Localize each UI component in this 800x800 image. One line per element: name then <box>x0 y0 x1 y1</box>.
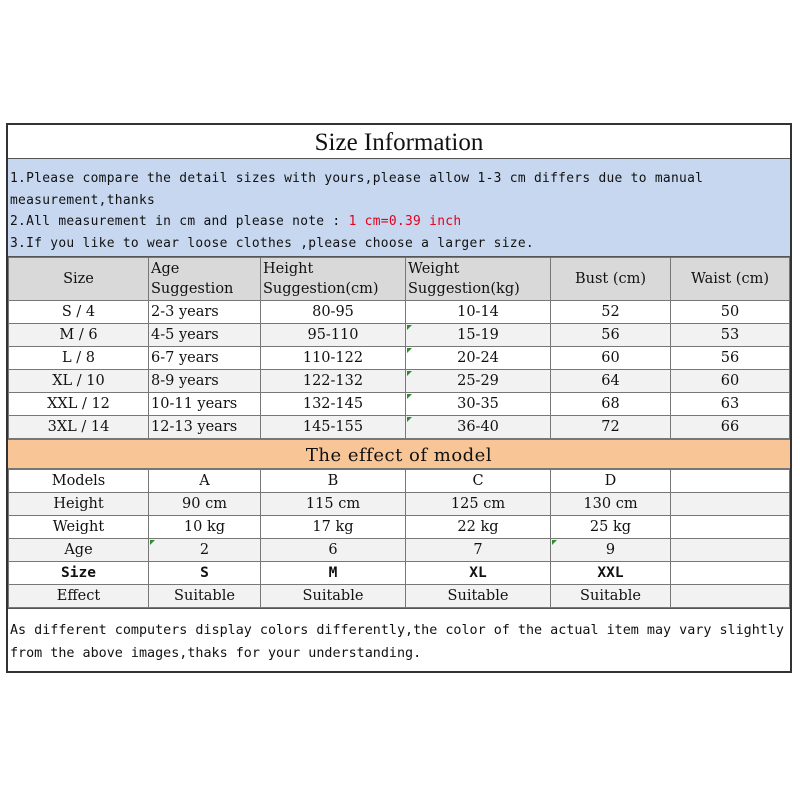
size-table <box>8 257 790 439</box>
header-weight-1: Weight <box>408 261 460 277</box>
cell-height: 132-145 <box>261 393 406 416</box>
cell-model-d: 25 kg <box>551 516 671 539</box>
cell-empty <box>671 539 790 562</box>
table-row <box>9 347 790 370</box>
cell-height: 80-95 <box>261 301 406 324</box>
cell-model-b: 17 kg <box>261 516 406 539</box>
effect-title: The effect of model <box>8 439 790 469</box>
header-age <box>149 258 261 301</box>
cell-age: 6-7 years <box>149 347 261 370</box>
header-weight-2: Suggestion(kg) <box>408 281 520 297</box>
color-disclaimer: As different computers display colors differently,the color of the actual item may vary slightly from the above images,thaks for your understanding. <box>8 608 790 665</box>
cell-weight: 25-29 <box>406 370 551 393</box>
table-row <box>9 416 790 439</box>
table-row <box>9 493 790 516</box>
cell-age: 4-5 years <box>149 324 261 347</box>
table-row <box>9 516 790 539</box>
table-row <box>9 539 790 562</box>
cell-age: 8-9 years <box>149 370 261 393</box>
row-label: Age <box>9 539 149 562</box>
table-row <box>9 585 790 608</box>
cell-model-b: 6 <box>261 539 406 562</box>
cell-model-c: XL <box>406 562 551 585</box>
table-row <box>9 370 790 393</box>
cell-model-d: 130 cm <box>551 493 671 516</box>
cell-model-d: D <box>551 470 671 493</box>
row-label: Height <box>9 493 149 516</box>
row-label: Models <box>9 470 149 493</box>
cell-height: 145-155 <box>261 416 406 439</box>
cell-empty <box>671 585 790 608</box>
cell-waist: 53 <box>671 324 790 347</box>
cell-model-b: B <box>261 470 406 493</box>
cell-model-c: 125 cm <box>406 493 551 516</box>
cell-waist: 63 <box>671 393 790 416</box>
cell-bust: 68 <box>551 393 671 416</box>
chart-title: Size Information <box>8 125 790 159</box>
cell-age: 10-11 years <box>149 393 261 416</box>
cell-model-c: 22 kg <box>406 516 551 539</box>
cell-size: S / 4 <box>9 301 149 324</box>
cell-size: XXL / 12 <box>9 393 149 416</box>
cell-bust: 64 <box>551 370 671 393</box>
cell-size: 3XL / 14 <box>9 416 149 439</box>
cell-bust: 52 <box>551 301 671 324</box>
cell-empty <box>671 470 790 493</box>
header-age-1: Age <box>151 261 180 277</box>
cell-height: 95-110 <box>261 324 406 347</box>
cell-model-c: 7 <box>406 539 551 562</box>
cell-size: XL / 10 <box>9 370 149 393</box>
cell-model-d: 9 <box>551 539 671 562</box>
table-row <box>9 301 790 324</box>
cell-empty <box>671 562 790 585</box>
cell-age: 2-3 years <box>149 301 261 324</box>
note-3: 3.If you like to wear loose clothes ,please choose a larger size. <box>10 235 534 251</box>
cell-weight: 36-40 <box>406 416 551 439</box>
inch-conversion: 1 cm=0.39 inch <box>348 214 462 229</box>
cell-height: 122-132 <box>261 370 406 393</box>
cell-empty <box>671 516 790 539</box>
cell-age: 12-13 years <box>149 416 261 439</box>
cell-waist: 56 <box>671 347 790 370</box>
cell-height: 110-122 <box>261 347 406 370</box>
table-row <box>9 393 790 416</box>
note-2-text: 2.All measurement in cm and please note : <box>10 214 349 229</box>
cell-waist: 66 <box>671 416 790 439</box>
cell-bust: 60 <box>551 347 671 370</box>
cell-model-a: 2 <box>149 539 261 562</box>
cell-model-b: 115 cm <box>261 493 406 516</box>
cell-weight: 20-24 <box>406 347 551 370</box>
cell-size: M / 6 <box>9 324 149 347</box>
cell-weight: 15-19 <box>406 324 551 347</box>
cell-weight: 10-14 <box>406 301 551 324</box>
header-weight <box>406 258 551 301</box>
cell-model-c: Suitable <box>406 585 551 608</box>
cell-waist: 50 <box>671 301 790 324</box>
header-waist: Waist (cm) <box>671 258 790 301</box>
header-height-1: Height <box>263 261 314 277</box>
header-height-2: Suggestion(cm) <box>263 281 379 297</box>
cell-model-a: 90 cm <box>149 493 261 516</box>
cell-model-d: XXL <box>551 562 671 585</box>
cell-model-c: C <box>406 470 551 493</box>
size-chart <box>6 123 792 673</box>
cell-model-b: M <box>261 562 406 585</box>
model-table <box>8 469 790 608</box>
header-height <box>261 258 406 301</box>
cell-empty <box>671 493 790 516</box>
note-2 <box>10 211 790 233</box>
notes-panel <box>8 159 790 257</box>
cell-weight: 30-35 <box>406 393 551 416</box>
cell-model-a: 10 kg <box>149 516 261 539</box>
table-row <box>9 562 790 585</box>
cell-waist: 60 <box>671 370 790 393</box>
header-size: Size <box>9 258 149 301</box>
cell-model-a: S <box>149 562 261 585</box>
table-row <box>9 324 790 347</box>
cell-model-d: Suitable <box>551 585 671 608</box>
header-bust: Bust (cm) <box>551 258 671 301</box>
cell-model-a: Suitable <box>149 585 261 608</box>
row-label: Effect <box>9 585 149 608</box>
cell-model-a: A <box>149 470 261 493</box>
cell-bust: 72 <box>551 416 671 439</box>
cell-model-b: Suitable <box>261 585 406 608</box>
table-row <box>9 470 790 493</box>
header-age-2: Suggestion <box>151 281 234 297</box>
note-1: 1.Please compare the detail sizes with yours,please allow 1-3 cm differs due to manual measurement,thanks <box>10 171 712 208</box>
size-table-header <box>9 258 790 301</box>
row-label: Size <box>9 562 149 585</box>
cell-size: L / 8 <box>9 347 149 370</box>
row-label: Weight <box>9 516 149 539</box>
cell-bust: 56 <box>551 324 671 347</box>
